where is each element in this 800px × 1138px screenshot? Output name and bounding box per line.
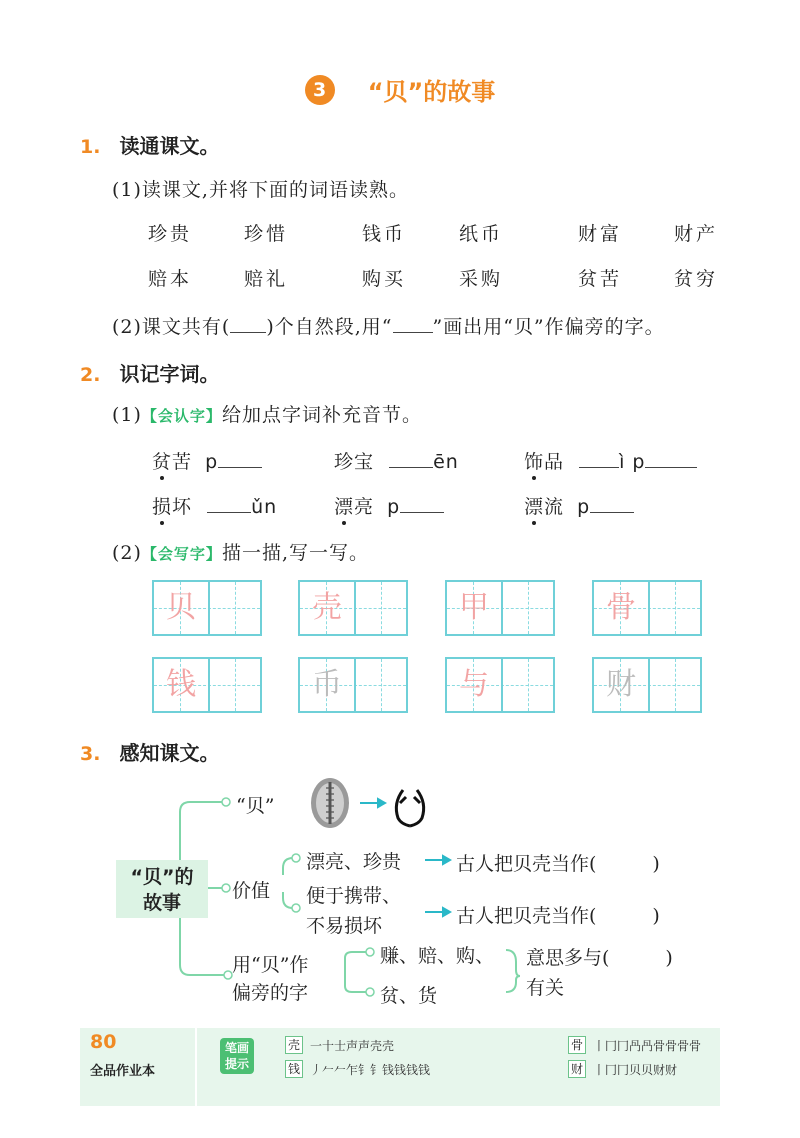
word-rest: 珍宝 bbox=[334, 451, 375, 473]
answer-suffix: ) bbox=[652, 905, 660, 927]
trace-char: 骨 bbox=[606, 590, 636, 625]
pinyin-suffix: ēn bbox=[433, 451, 459, 473]
value-item-2b: 不易损坏 bbox=[306, 915, 383, 937]
word-rest: 坏 bbox=[172, 496, 193, 518]
word-item: 购买 bbox=[362, 268, 407, 290]
stroke-order: 一十士声声壳壳 bbox=[310, 1039, 395, 1053]
q1-part2-text-a: (2)课文共有( bbox=[112, 316, 231, 338]
pinyin-prefix: p bbox=[205, 451, 219, 473]
trace-char: 壳 bbox=[312, 590, 342, 625]
value-item-1: 漂亮、珍贵 bbox=[306, 851, 402, 873]
mind-map-center bbox=[116, 860, 208, 918]
node-dot bbox=[292, 904, 300, 912]
dotted-char: 饰 bbox=[524, 451, 545, 473]
q2-part1-prefix: (1) bbox=[112, 404, 142, 426]
lesson-title: “贝”的故事 bbox=[367, 78, 496, 106]
q1-part2-text-c: ”画出用“贝”作偏旁的字。 bbox=[432, 316, 665, 338]
word-item: 珍惜 bbox=[244, 223, 289, 245]
section-number: 2. bbox=[80, 364, 101, 386]
trace-char: 钱 bbox=[166, 667, 196, 702]
section-title: 识记字词。 bbox=[119, 362, 220, 386]
connector-line bbox=[345, 972, 368, 992]
stroke-key-char: 钱 bbox=[285, 1060, 303, 1078]
stroke-order: 丨冂冂贝贝财财 bbox=[593, 1063, 678, 1077]
branch-value: 价值 bbox=[232, 880, 271, 902]
dotted-char: 漂 bbox=[524, 496, 545, 518]
ancient-bei-glyph-icon bbox=[396, 790, 423, 826]
word-item: 珍贵 bbox=[148, 223, 193, 245]
bracket-line bbox=[506, 976, 520, 992]
branch-bei: “贝” bbox=[236, 795, 275, 817]
connector-line bbox=[180, 918, 224, 975]
word-item: 赔本 bbox=[148, 268, 193, 290]
center-line-2: 故事 bbox=[142, 892, 181, 914]
meaning-line-a bbox=[526, 943, 673, 970]
meaning-prefix: 意思多与( bbox=[526, 947, 610, 969]
radical-group-1: 赚、赔、购、 bbox=[380, 945, 495, 967]
stroke-key-char: 财 bbox=[568, 1060, 586, 1078]
word-item: 贫穷 bbox=[674, 268, 719, 290]
branch-radical-b: 偏旁的字 bbox=[232, 982, 309, 1004]
section-number: 1. bbox=[80, 136, 101, 158]
cowrie-shell-icon bbox=[311, 778, 349, 828]
stroke-key-char: 壳 bbox=[285, 1036, 303, 1054]
page-footer bbox=[80, 1028, 720, 1106]
word-item: 赔礼 bbox=[244, 268, 289, 290]
trace-char: 贝 bbox=[166, 590, 196, 625]
word-item: 采购 bbox=[459, 268, 504, 290]
answer-prefix: 古人把贝壳当作( bbox=[456, 853, 597, 875]
word-item: 纸币 bbox=[459, 223, 504, 245]
answer-line-1 bbox=[456, 849, 660, 876]
pinyin-prefix: p bbox=[577, 496, 591, 518]
center-line-1: “贝”的 bbox=[130, 866, 194, 888]
branch-radical-a: 用“贝”作 bbox=[232, 954, 309, 976]
recognize-tag: 【会认字】 bbox=[141, 407, 222, 425]
node-dot bbox=[222, 798, 230, 806]
section-title: 读通课文。 bbox=[119, 134, 220, 158]
dotted-char: 贫 bbox=[152, 451, 173, 473]
bracket-line bbox=[506, 950, 520, 976]
answer-line-2 bbox=[456, 901, 660, 928]
meaning-line-b: 有关 bbox=[526, 977, 565, 999]
pinyin-suffix: ǔn bbox=[251, 496, 278, 518]
node-dot bbox=[222, 884, 230, 892]
answer-prefix: 古人把贝壳当作( bbox=[456, 905, 597, 927]
word-item: 财富 bbox=[578, 223, 623, 245]
section-number: 3. bbox=[80, 743, 101, 765]
trace-char: 财 bbox=[606, 667, 636, 702]
word-rest: 品 bbox=[544, 451, 565, 473]
word-item: 钱币 bbox=[362, 223, 407, 245]
stroke-tip-badge: 笔画提示 bbox=[220, 1038, 254, 1074]
connector-line bbox=[180, 802, 222, 860]
q2-part2-text: 描一描,写一写。 bbox=[221, 542, 369, 564]
q2-part1-text: 给加点字词补充音节。 bbox=[221, 404, 422, 426]
connector-line bbox=[345, 952, 368, 972]
q1-part2-text-b: )个自然段,用“ bbox=[266, 316, 393, 338]
trace-char: 币 bbox=[312, 667, 342, 702]
trace-char: 甲 bbox=[459, 590, 489, 625]
q2-part2-prefix: (2) bbox=[112, 542, 142, 564]
word-item: 贫苦 bbox=[578, 268, 623, 290]
node-dot bbox=[366, 988, 374, 996]
write-tag: 【会写字】 bbox=[141, 545, 222, 563]
pinyin-suffix: ì p bbox=[619, 451, 646, 473]
word-rest: 苦 bbox=[172, 451, 193, 473]
lesson-number-badge: 3 bbox=[305, 75, 335, 105]
page-number: 80 bbox=[90, 1031, 117, 1053]
stroke-order: 丿𠂉𠂉乍钅钅钱钱钱钱 bbox=[310, 1063, 431, 1077]
node-dot bbox=[224, 971, 232, 979]
stroke-order: 丨冂冂冎冎骨骨骨骨 bbox=[593, 1039, 702, 1053]
node-dot bbox=[292, 854, 300, 862]
q1-part1: (1)读课文,并将下面的词语读熟。 bbox=[112, 179, 409, 201]
radical-group-2: 贫、货 bbox=[380, 985, 438, 1007]
book-title: 全品作业本 bbox=[90, 1064, 156, 1079]
pinyin-prefix: p bbox=[387, 496, 401, 518]
answer-suffix: ) bbox=[652, 853, 660, 875]
node-dot bbox=[366, 948, 374, 956]
meaning-suffix: ) bbox=[665, 947, 673, 969]
word-rest: 流 bbox=[544, 496, 565, 518]
stroke-key-char: 骨 bbox=[568, 1036, 586, 1054]
dotted-char: 损 bbox=[152, 496, 173, 518]
value-item-2a: 便于携带、 bbox=[306, 885, 402, 907]
word-rest: 亮 bbox=[354, 496, 375, 518]
dotted-char: 漂 bbox=[334, 496, 355, 518]
trace-char: 与 bbox=[459, 667, 489, 702]
section-title: 感知课文。 bbox=[119, 741, 220, 765]
word-item: 财产 bbox=[674, 223, 719, 245]
